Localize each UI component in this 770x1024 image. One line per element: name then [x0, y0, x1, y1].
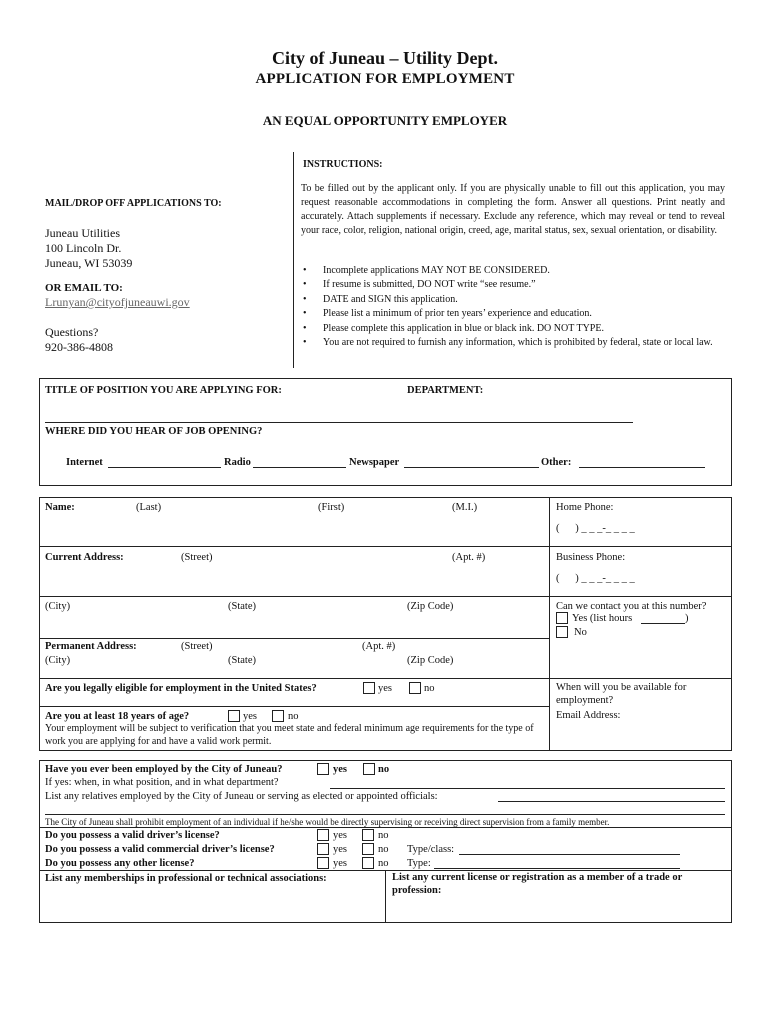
row-divider — [39, 678, 732, 679]
current-address-label: Current Address: — [45, 552, 124, 563]
instruction-bullet: • If resume is submitted, DO NOT write “see resume.” — [301, 278, 726, 292]
personal-column-divider — [549, 497, 550, 751]
newspaper-label: Newspaper — [349, 457, 400, 468]
instruction-bullet: • Please complete this application in blue or black ink. DO NOT TYPE. — [301, 322, 726, 336]
position-title-label: TITLE OF POSITION YOU ARE APPLYING FOR: — [45, 385, 282, 396]
perm-apt-hint: (Apt. #) — [362, 641, 396, 652]
cdl-type-field[interactable] — [459, 854, 680, 855]
instruction-bullet: • Incomplete applications MAY NOT BE CONSIDERED. — [301, 264, 726, 278]
other-license-no-checkbox[interactable] — [362, 857, 374, 869]
state-hint: (State) — [228, 601, 256, 612]
internet-label: Internet — [66, 457, 103, 468]
membership-column-divider — [385, 870, 386, 923]
email-heading: OR EMAIL TO: — [45, 282, 123, 294]
internet-field[interactable] — [108, 467, 221, 468]
age-no-label: no — [288, 711, 299, 722]
prior-no-checkbox[interactable] — [363, 763, 375, 775]
age-question: Are you at least 18 years of age? — [45, 711, 190, 722]
business-phone-label: Business Phone: — [556, 552, 626, 563]
relatives-field-line2[interactable] — [45, 814, 725, 815]
contact-yes-checkbox[interactable] — [556, 612, 568, 624]
home-phone-label: Home Phone: — [556, 502, 614, 513]
job-source-label: WHERE DID YOU HEAR OF JOB OPENING? — [45, 426, 263, 437]
age-no-checkbox[interactable] — [272, 710, 284, 722]
eligible-no-label: no — [424, 683, 435, 694]
prior-no-label: no — [378, 764, 390, 775]
row-divider — [39, 596, 732, 597]
permanent-address-label: Permanent Address: — [45, 641, 137, 652]
apt-hint: (Apt. #) — [452, 552, 486, 563]
age-verification-note: Your employment will be subject to verification that you meet state and federal minimum age requirements for the type of work you are applying for and have a valid work permit. — [45, 723, 534, 747]
perm-zip-hint: (Zip Code) — [407, 655, 454, 666]
relatives-field[interactable] — [498, 801, 725, 802]
eligible-no-checkbox[interactable] — [409, 682, 421, 694]
radio-label: Radio — [224, 457, 251, 468]
other-license-yes-label: yes — [333, 858, 347, 869]
contact-hours-field[interactable] — [641, 623, 685, 624]
cdl-type-label: Type/class: — [407, 844, 455, 855]
instructions-divider — [293, 152, 294, 368]
instruction-bullet: • You are not required to furnish any information, which is prohibited by federal, state or local law. — [301, 336, 726, 350]
home-phone-field[interactable]: ( ) _ _ _-_ _ _ _ — [556, 523, 635, 534]
contact-hours-close: ) — [685, 613, 689, 624]
newspaper-field[interactable] — [404, 467, 539, 468]
questions-label: Questions? — [45, 325, 99, 339]
instruction-bullet: • DATE and SIGN this application. — [301, 293, 726, 307]
radio-field[interactable] — [253, 467, 346, 468]
mail-heading: MAIL/DROP OFF APPLICATIONS TO: — [45, 198, 222, 209]
city-hint: (City) — [45, 601, 71, 612]
contact-no-label: No — [574, 627, 587, 638]
other-license-question: Do you possess any other license? — [45, 858, 195, 869]
other-license-type-label: Type: — [407, 858, 431, 869]
eligibility-question: Are you legally eligible for employment in the United States? — [45, 683, 317, 694]
position-title-field[interactable] — [45, 422, 633, 423]
instruction-bullet: • Please list a minimum of prior ten years’ experience and education. — [301, 307, 726, 321]
memberships-label: List any memberships in professional or technical associations: — [45, 873, 327, 884]
form-title: City of Juneau – Utility Dept. — [272, 48, 498, 68]
row-divider — [39, 827, 732, 828]
email-address-label: Email Address: — [556, 710, 621, 721]
perm-state-hint: (State) — [228, 655, 256, 666]
trade-license-label: List any current license or registration as a member of a trade or profession: — [392, 872, 683, 896]
prior-yes-checkbox[interactable] — [317, 763, 329, 775]
other-license-no-label: no — [378, 858, 389, 869]
prior-details-field[interactable] — [330, 788, 725, 789]
prior-yes-label: yes — [333, 764, 347, 775]
prior-employment-question: Have you ever been employed by the City of Juneau? — [45, 764, 283, 775]
prior-details-label: If yes: when, in what position, and in what department? — [45, 777, 279, 788]
row-divider — [39, 706, 549, 707]
business-phone-field[interactable]: ( ) _ _ _-_ _ _ _ — [556, 573, 635, 584]
availability-question: When will you be available for employment? — [556, 682, 687, 706]
license-yes-label: yes — [333, 830, 347, 841]
name-label: Name: — [45, 502, 75, 513]
license-yes-checkbox[interactable] — [317, 829, 329, 841]
eligible-yes-label: yes — [378, 683, 392, 694]
other-field[interactable] — [579, 467, 705, 468]
instructions-list — [301, 264, 726, 350]
cdl-yes-checkbox[interactable] — [317, 843, 329, 855]
form-subtitle: APPLICATION FOR EMPLOYMENT — [255, 71, 515, 87]
questions-phone: 920-386-4808 — [45, 340, 113, 354]
other-license-type-field[interactable] — [434, 868, 680, 869]
instructions-heading: INSTRUCTIONS: — [303, 159, 383, 170]
mail-street: 100 Lincoln Dr. — [45, 241, 122, 255]
license-no-label: no — [378, 830, 389, 841]
mail-city: Juneau, WI 53039 — [45, 256, 133, 270]
perm-city-hint: (City) — [45, 655, 71, 666]
first-name-hint: (First) — [318, 502, 345, 513]
contact-no-checkbox[interactable] — [556, 626, 568, 638]
cdl-question: Do you possess a valid commercial driver’s license? — [45, 844, 275, 855]
eoe-statement: AN EQUAL OPPORTUNITY EMPLOYER — [262, 113, 508, 128]
age-yes-label: yes — [243, 711, 257, 722]
last-name-hint: (Last) — [136, 502, 162, 513]
cdl-no-label: no — [378, 844, 389, 855]
contact-question: Can we contact you at this number? — [556, 601, 707, 612]
cdl-no-checkbox[interactable] — [362, 843, 374, 855]
row-divider — [39, 546, 732, 547]
family-supervision-note: The City of Juneau shall prohibit employment of an individual if he/she would be directly supervising or receiving direct supervision from a family member. — [45, 817, 610, 827]
department-label: DEPARTMENT: — [407, 385, 484, 396]
other-license-yes-checkbox[interactable] — [317, 857, 329, 869]
cdl-yes-label: yes — [333, 844, 347, 855]
zip-hint: (Zip Code) — [407, 601, 454, 612]
mail-org: Juneau Utilities — [45, 226, 120, 240]
drivers-license-question: Do you possess a valid driver’s license? — [45, 830, 220, 841]
instructions-paragraph: To be filled out by the applicant only. If you are physically unable to fill out this application, you may request reasonable accommodations in completing the form. Answer all questions. Print neatly and accurately. Attach supplements if necessary. Exclude any reference, which may reveal or tend to reveal your race, color, religion, national origin, creed, age, marital status, sex, sexual orientation, or disability. — [301, 183, 725, 236]
email-link[interactable]: Lrunyan@cityofjuneauwi.gov — [45, 295, 190, 309]
row-divider — [39, 638, 549, 639]
street-hint: (Street) — [181, 552, 213, 563]
middle-initial-hint: (M.I.) — [452, 502, 478, 513]
relatives-label: List any relatives employed by the City of Juneau or serving as elected or appointed officials: — [45, 791, 438, 802]
contact-yes-label: Yes (list hours — [572, 613, 633, 624]
age-yes-checkbox[interactable] — [228, 710, 240, 722]
perm-street-hint: (Street) — [181, 641, 213, 652]
license-no-checkbox[interactable] — [362, 829, 374, 841]
other-label: Other: — [541, 457, 572, 468]
eligible-yes-checkbox[interactable] — [363, 682, 375, 694]
